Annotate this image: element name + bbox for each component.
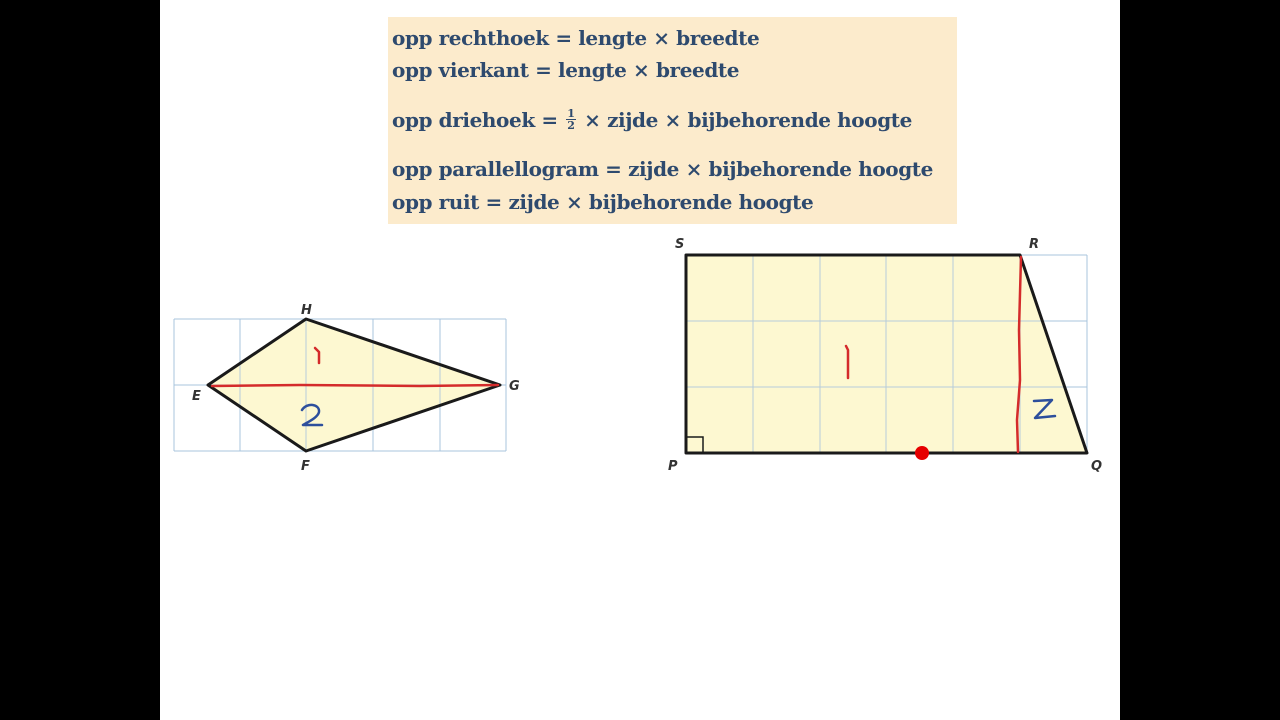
formula-ruit: opp ruit = zijde × bijbehorende hoogte [392, 190, 814, 214]
fraction-half: $\frac{1}{2}$ [567, 107, 575, 132]
point-label-f: F [301, 459, 310, 474]
formula-driehoek: opp driehoek = $\frac{1}{2}$ × zijde × bijbehorende hoogte [392, 107, 912, 132]
point-label-h: H [301, 303, 312, 318]
point-label-g: G [509, 379, 520, 394]
point-label-s: S [675, 237, 685, 252]
point-label-r: R [1029, 237, 1040, 252]
point-label-q: Q [1091, 459, 1103, 474]
kite-diagonal-eg [212, 385, 498, 386]
point-label-p: P [668, 459, 678, 474]
kite-figure [174, 303, 520, 474]
pointer-dot [915, 446, 929, 460]
trapezoid-figure [668, 237, 1102, 474]
formula-vierkant: opp vierkant = lengte × breedte [392, 58, 740, 82]
point-label-e: E [192, 389, 201, 404]
formula-parallellogram: opp parallellogram = zijde × bijbehorende hoogte [392, 157, 933, 181]
formula-rechthoek: opp rechthoek = lengte × breedte [392, 26, 760, 50]
